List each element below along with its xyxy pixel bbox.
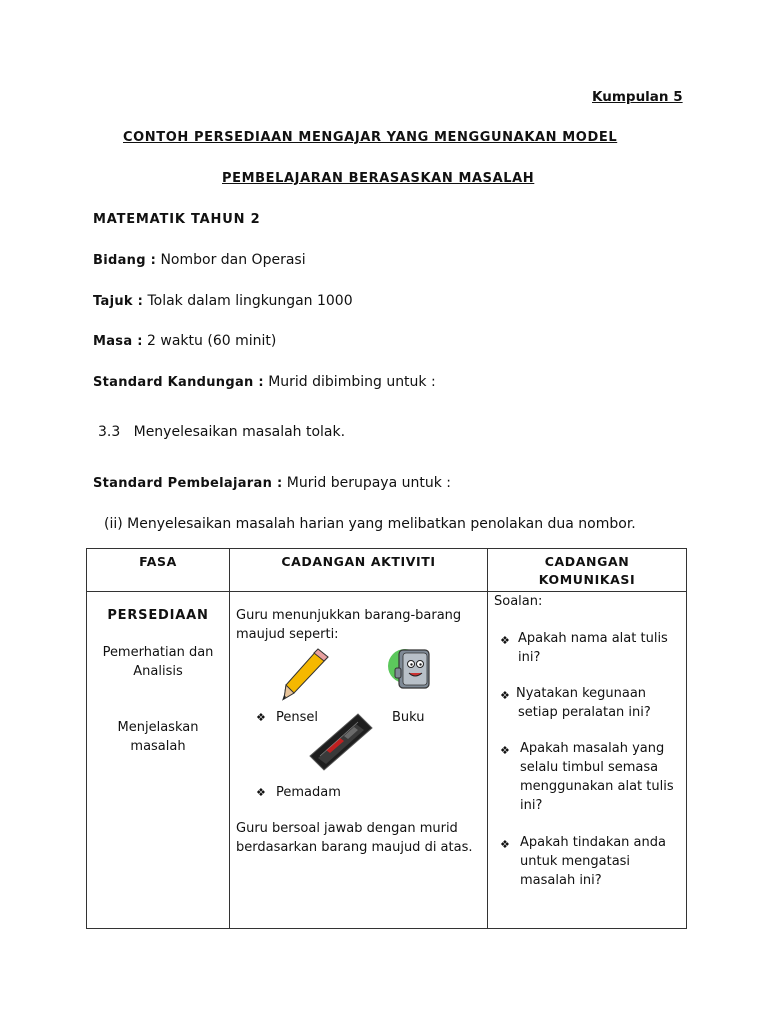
question-3-line3: menggunakan alat tulis [520,779,674,794]
field-bidang-value: Nombor dan Operasi [160,252,306,268]
fasa-item1-line2: Analisis [133,664,183,679]
subject-heading: MATEMATIK TAHUN 2 [93,212,261,227]
field-tajuk-value: Tolak dalam lingkungan 1000 [147,293,353,309]
standard-pembelajaran-item: (ii) Menyelesaikan masalah harian yang melibatkan penolakan dua nombor. [104,516,636,532]
fasa-item1-line1: Pemerhatian dan [102,645,214,660]
eraser-image [306,710,378,775]
aktiviti-cell [230,592,488,929]
header-cadangan-aktiviti: CADANGAN AKTIVITI [230,549,488,592]
field-bidang [93,252,306,268]
header-komunikasi-line1: CADANGAN [544,554,630,569]
fasa-cell [87,592,230,929]
item-pemadam [256,783,341,802]
field-sp-value: Murid berupaya untuk : [286,475,451,491]
item-pemadam-label: Pemadam [276,785,341,800]
question-1-line1: Apakah nama alat tulis [518,631,668,646]
item-buku-label: Buku [392,710,425,725]
field-sk-value: Murid dibimbing untuk : [268,374,436,390]
aktiviti-outro-line2: berdasarkan barang maujud di atas. [236,840,473,855]
field-tajuk [93,293,353,309]
diamond-bullet-icon: ❖ [500,689,510,702]
header-fasa: FASA [87,549,230,592]
standard-kandungan-item: 3.3 Menyelesaikan masalah tolak. [98,424,346,440]
book-image [385,644,443,694]
question-4-line1: Apakah tindakan anda [520,835,666,850]
fasa-item2-line2: masalah [130,739,186,754]
field-masa-value: 2 waktu (60 minit) [147,333,277,349]
diamond-bullet-icon: ❖ [256,711,266,724]
field-sp-label: Standard Pembelajaran : [93,476,283,491]
aktiviti-outro-line1: Guru bersoal jawab dengan murid [236,821,458,836]
question-3-line1: Apakah masalah yang [520,741,665,756]
diamond-bullet-icon: ❖ [500,744,510,757]
field-sk-label: Standard Kandungan : [93,375,264,390]
diamond-bullet-icon: ❖ [256,786,266,799]
komunikasi-heading: Soalan: [494,594,543,609]
item-pensel-label: Pensel [276,710,319,725]
document-title-line2: PEMBELAJARAN BERASASKAN MASALAH [222,171,535,186]
header-komunikasi-line2: KOMUNIKASI [538,572,636,587]
lesson-plan-table [86,548,687,929]
komunikasi-cell [488,592,687,929]
aktiviti-intro-line1: Guru menunjukkan barang-barang [236,608,462,623]
diamond-bullet-icon: ❖ [500,634,510,647]
field-masa-label: Masa : [93,334,143,349]
aktiviti-intro-line2: maujud seperti: [236,627,339,642]
question-2-line2: setiap peralatan ini? [518,705,651,720]
question-4-line3: masalah ini? [520,873,602,888]
header-cadangan-komunikasi [488,549,687,592]
field-tajuk-label: Tajuk : [93,294,144,309]
field-standard-kandungan [93,374,436,390]
group-label: Kumpulan 5 [592,89,683,105]
field-bidang-label: Bidang : [93,253,157,268]
question-1-line2: ini? [518,650,541,665]
fasa-title: PERSEDIAAN [107,608,209,623]
fasa-item2-line1: Menjelaskan [117,720,199,735]
diamond-bullet-icon: ❖ [500,838,510,851]
table-header-row [87,549,687,592]
question-3-line4: ini? [520,798,543,813]
question-2-line1: Nyatakan kegunaan [516,686,647,701]
question-3-line2: selalu timbul semasa [520,760,659,775]
field-standard-pembelajaran [93,475,451,491]
document-title-line1: CONTOH PERSEDIAAN MENGAJAR YANG MENGGUNAKAN MODEL [123,130,618,145]
question-4-line2: untuk mengatasi [520,854,631,869]
table-row [87,592,687,929]
pencil-image [280,647,330,702]
field-masa [93,333,276,349]
